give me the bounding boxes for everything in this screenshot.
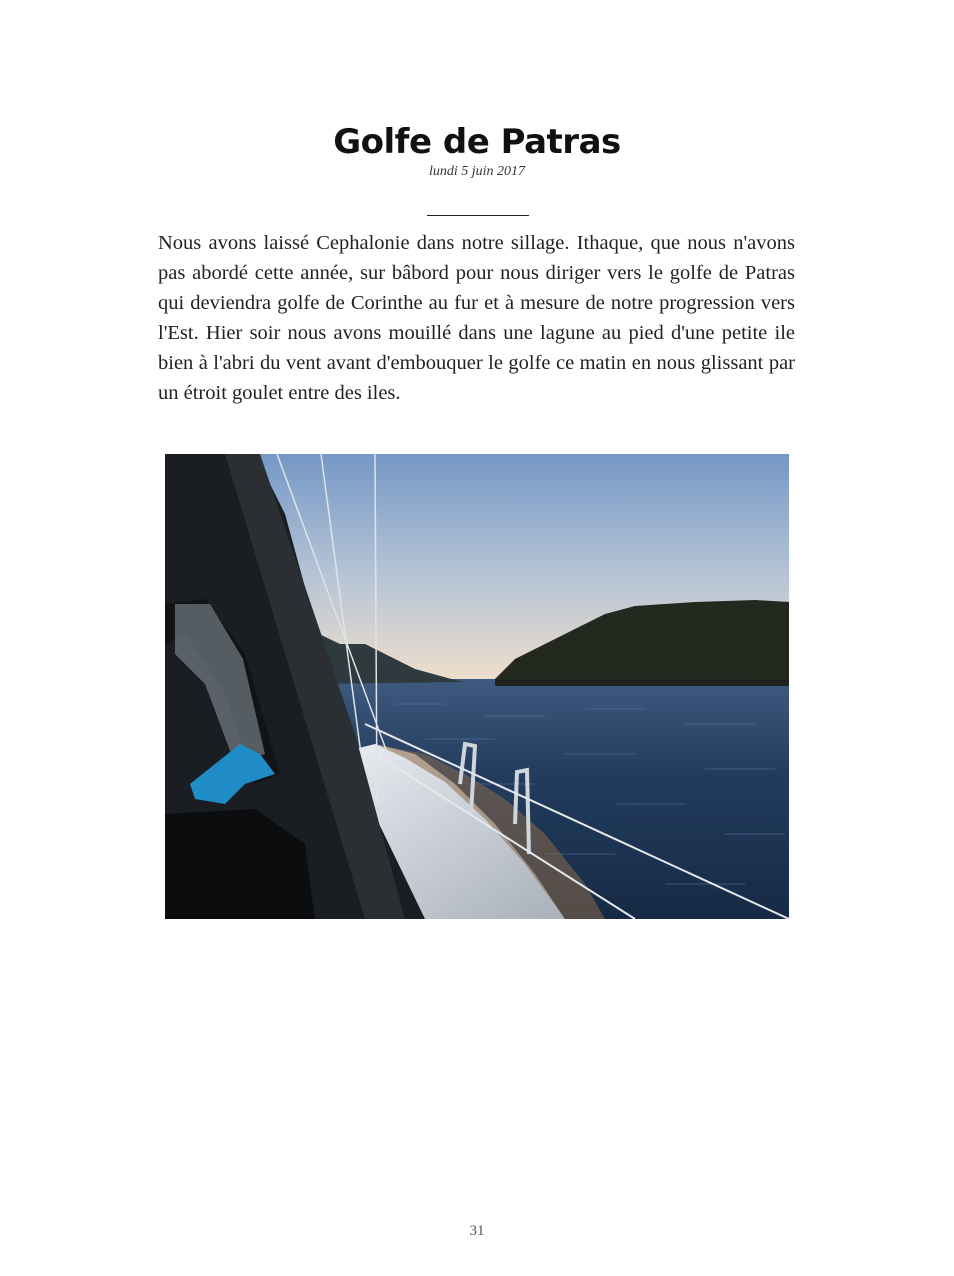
page-number: 31 [469, 1223, 485, 1239]
article-date: lundi 5 juin 2017 [428, 164, 526, 179]
article-body: Nous avons laissé Cephalonie dans notre sillage. Ithaque, que nous n'avons pas abordé cette année, sur bâbord pour nous diriger vers le golfe de Patras qui deviendra golfe de Corinthe au fur et à mesure de notre progression vers l'Est. Hier soir nous avons mouillé dans une lagune au pied d'une petite ile bien à l'abri du vent avant d'embouquer le golfe ce matin en nous glissant par un étroit goulet entre des iles. [158, 232, 795, 404]
sailboat-photo [165, 454, 789, 919]
title-divider [427, 215, 529, 216]
page-title: Golfe de Patras [333, 122, 621, 162]
